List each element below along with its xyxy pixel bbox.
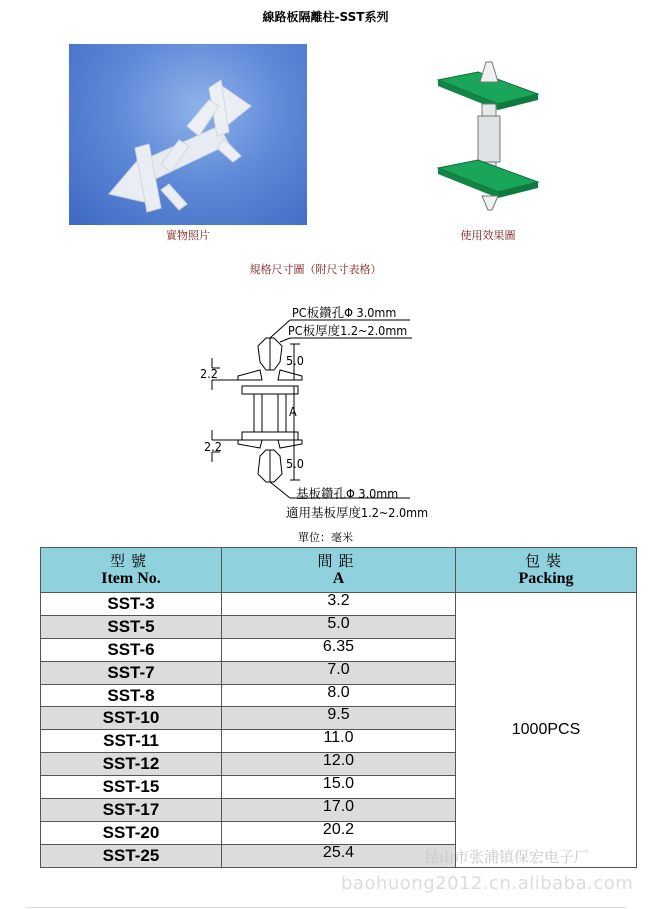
label-dim-2-2-top: 2.2: [200, 366, 218, 381]
cell-item: SST-25: [41, 844, 222, 867]
cell-a: 15.0: [222, 776, 456, 799]
photo-caption: 實物照片: [166, 229, 210, 242]
cell-item: SST-12: [41, 753, 222, 776]
product-photo: [69, 44, 307, 225]
cell-item: SST-15: [41, 776, 222, 799]
cell-a: 8.0: [222, 684, 456, 707]
cell-item: SST-17: [41, 799, 222, 822]
effect-caption: 使用效果圖: [460, 229, 516, 242]
cell-a: 17.0: [222, 799, 456, 822]
cell-item: SST-11: [41, 730, 222, 753]
label-top-thickness: PC板厚度1.2~2.0mm: [288, 323, 408, 338]
label-bottom-thickness: 適用基板厚度1.2~2.0mm: [286, 505, 429, 520]
cell-packing: 1000PCS: [456, 593, 637, 868]
label-dim-5-0-top: 5.0: [286, 353, 304, 368]
cell-a: 12.0: [222, 753, 456, 776]
label-dim-2-2-bottom: 2.2: [204, 439, 222, 454]
cell-a: 11.0: [222, 730, 456, 753]
cell-a: 20.2: [222, 821, 456, 844]
cell-item: SST-20: [41, 821, 222, 844]
cell-a: 7.0: [222, 661, 456, 684]
cell-item: SST-3: [41, 593, 222, 616]
cell-a: 9.5: [222, 707, 456, 730]
header-packing: 包裝 Packing: [456, 548, 637, 593]
table-row: [41, 593, 637, 616]
label-dim-a: A: [289, 404, 297, 419]
bottom-divider: [26, 907, 626, 908]
label-bottom-hole: 基板鑽孔Φ 3.0mm: [296, 486, 399, 501]
table-header-row: [41, 548, 637, 593]
cell-item: SST-7: [41, 661, 222, 684]
dimension-drawing: [190, 298, 430, 520]
company-watermark: 昆山市张浦镇保宏电子厂: [424, 848, 590, 866]
label-top-hole: PC板鑽孔Φ 3.0mm: [292, 305, 397, 320]
drawing-title: 規格尺寸圖（附尺寸表格）: [249, 263, 382, 276]
cell-item: SST-10: [41, 707, 222, 730]
page-title: 線路板隔離柱-SST系列: [262, 10, 389, 24]
unit-note: 單位：毫米: [298, 531, 353, 544]
spacer-photo-image: [69, 44, 307, 225]
cell-a: 5.0: [222, 615, 456, 638]
site-watermark: baohuong2012.cn.alibaba.com: [341, 873, 634, 894]
cell-item: SST-8: [41, 684, 222, 707]
header-spacing: 間距 A: [222, 548, 456, 593]
usage-effect-image: [430, 58, 550, 218]
cell-a: 25.4: [222, 844, 456, 867]
cell-item: SST-6: [41, 638, 222, 661]
label-dim-5-0-bottom: 5.0: [286, 456, 304, 471]
cell-a: 3.2: [222, 593, 456, 616]
header-item-no: 型號 Item No.: [41, 548, 222, 593]
spec-table: [40, 547, 637, 868]
cell-a: 6.35: [222, 638, 456, 661]
cell-item: SST-5: [41, 615, 222, 638]
